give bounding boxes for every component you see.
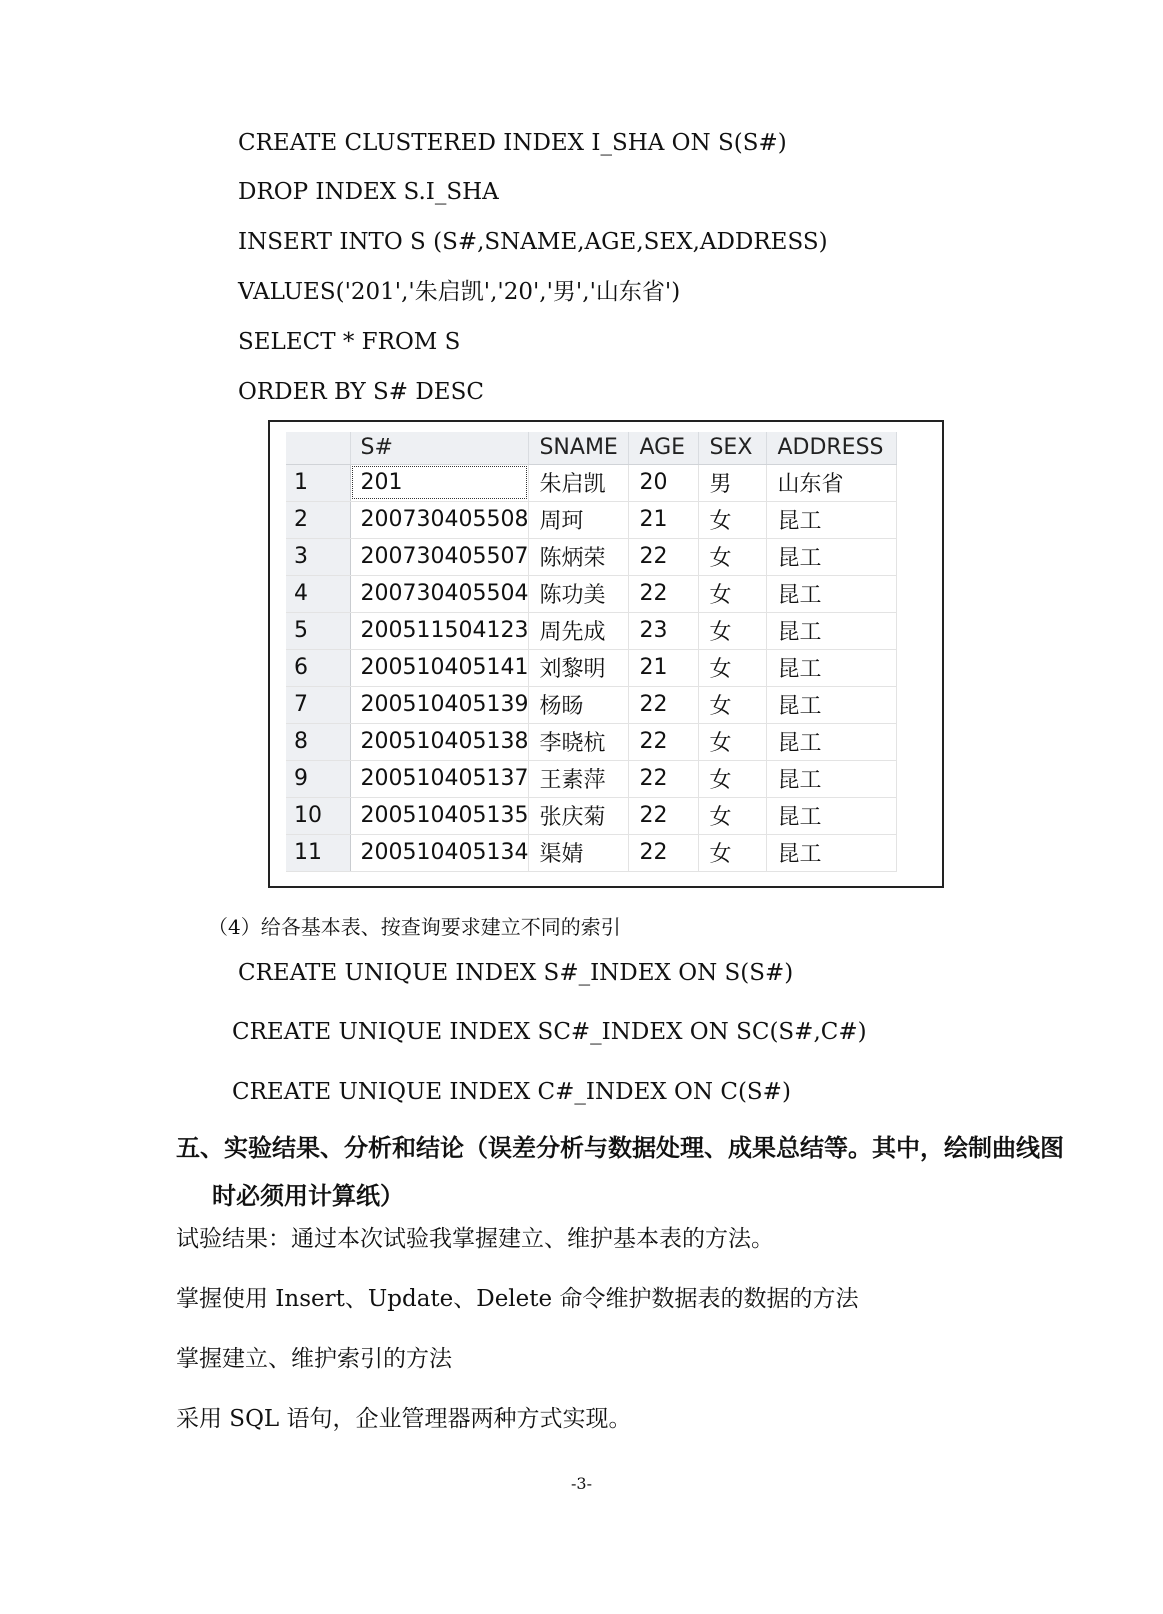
code-line: INSERT INTO S (S#,SNAME,AGE,SEX,ADDRESS): [238, 229, 828, 255]
grid-cell[interactable]: 陈功美: [529, 575, 629, 612]
grid-cell[interactable]: 200730405507: [350, 538, 529, 575]
grid-cell[interactable]: 男: [699, 464, 767, 501]
grid-cell[interactable]: 女: [699, 686, 767, 723]
grid-cell[interactable]: 200510405137: [350, 760, 529, 797]
section-heading: [176, 1124, 1116, 1220]
grid-cell[interactable]: 200510405139: [350, 686, 529, 723]
grid-cell[interactable]: 200730405508: [350, 501, 529, 538]
grid-cell[interactable]: 杨旸: [529, 686, 629, 723]
result-grid-screenshot: [268, 420, 944, 888]
table-row[interactable]: [286, 464, 897, 501]
grid-cell[interactable]: 昆工: [767, 797, 897, 834]
grid-cell[interactable]: 女: [699, 797, 767, 834]
row-number[interactable]: 9: [286, 760, 350, 797]
table-row[interactable]: [286, 612, 897, 649]
grid-cell[interactable]: 200510405138: [350, 723, 529, 760]
conclusion-line: 掌握建立、维护索引的方法: [176, 1346, 452, 1372]
grid-cell[interactable]: 陈炳荣: [529, 538, 629, 575]
grid-cell[interactable]: 昆工: [767, 686, 897, 723]
column-header[interactable]: SEX: [699, 432, 767, 464]
column-header[interactable]: S#: [350, 432, 529, 464]
table-row[interactable]: [286, 538, 897, 575]
section-heading-line-2: 时必须用计算纸）: [212, 1182, 404, 1210]
grid-cell[interactable]: 昆工: [767, 834, 897, 871]
column-header[interactable]: AGE: [629, 432, 699, 464]
grid-cell[interactable]: 20: [629, 464, 699, 501]
result-grid: [286, 432, 897, 872]
grid-cell[interactable]: 女: [699, 760, 767, 797]
table-row[interactable]: [286, 649, 897, 686]
step-label: （4）给各基本表、按查询要求建立不同的索引: [208, 915, 621, 939]
conclusion-line: 采用 SQL 语句，企业管理器两种方式实现。: [176, 1406, 632, 1432]
grid-cell[interactable]: 22: [629, 834, 699, 871]
grid-cell[interactable]: 王素萍: [529, 760, 629, 797]
grid-cell[interactable]: 200510405134: [350, 834, 529, 871]
column-header[interactable]: SNAME: [529, 432, 629, 464]
grid-cell[interactable]: 22: [629, 686, 699, 723]
grid-cell[interactable]: 200510405141: [350, 649, 529, 686]
grid-cell[interactable]: 201: [350, 464, 529, 501]
grid-cell[interactable]: 女: [699, 612, 767, 649]
grid-cell[interactable]: 女: [699, 575, 767, 612]
row-number[interactable]: 5: [286, 612, 350, 649]
table-row[interactable]: [286, 501, 897, 538]
grid-cell[interactable]: 张庆菊: [529, 797, 629, 834]
grid-cell[interactable]: 23: [629, 612, 699, 649]
grid-cell[interactable]: 渠婧: [529, 834, 629, 871]
grid-cell[interactable]: 22: [629, 760, 699, 797]
section-heading-line-1: 五、实验结果、分析和结论（误差分析与数据处理、成果总结等。其中，绘制曲线图: [176, 1134, 1064, 1162]
grid-cell[interactable]: 周先成: [529, 612, 629, 649]
grid-cell[interactable]: 刘黎明: [529, 649, 629, 686]
row-number[interactable]: 4: [286, 575, 350, 612]
row-number[interactable]: 8: [286, 723, 350, 760]
grid-cell[interactable]: 昆工: [767, 649, 897, 686]
grid-cell[interactable]: 女: [699, 501, 767, 538]
grid-cell[interactable]: 女: [699, 538, 767, 575]
code-line: CREATE UNIQUE INDEX C#_INDEX ON C(S#): [232, 1079, 791, 1105]
code-line: ORDER BY S# DESC: [238, 379, 484, 405]
grid-header-row: [286, 432, 897, 464]
grid-cell[interactable]: 女: [699, 834, 767, 871]
code-line: CREATE CLUSTERED INDEX I_SHA ON S(S#): [238, 130, 787, 156]
table-row[interactable]: [286, 575, 897, 612]
grid-cell[interactable]: 朱启凯: [529, 464, 629, 501]
row-number[interactable]: 10: [286, 797, 350, 834]
grid-cell[interactable]: 200511504123: [350, 612, 529, 649]
row-number[interactable]: 1: [286, 464, 350, 501]
table-row[interactable]: [286, 686, 897, 723]
table-row[interactable]: [286, 797, 897, 834]
grid-cell[interactable]: 21: [629, 649, 699, 686]
row-number[interactable]: 6: [286, 649, 350, 686]
page-number: -3-: [571, 1474, 592, 1493]
conclusion-line: 掌握使用 Insert、Update、Delete 命令维护数据表的数据的方法: [176, 1286, 859, 1312]
grid-cell[interactable]: 22: [629, 797, 699, 834]
code-line: CREATE UNIQUE INDEX S#_INDEX ON S(S#): [238, 960, 794, 986]
grid-cell[interactable]: 昆工: [767, 612, 897, 649]
conclusion-line: 试验结果：通过本次试验我掌握建立、维护基本表的方法。: [176, 1226, 774, 1252]
code-line: CREATE UNIQUE INDEX SC#_INDEX ON SC(S#,C#): [232, 1019, 867, 1045]
grid-cell[interactable]: 李晓杭: [529, 723, 629, 760]
grid-cell[interactable]: 22: [629, 723, 699, 760]
grid-cell[interactable]: 昆工: [767, 538, 897, 575]
code-line: SELECT * FROM S: [238, 329, 461, 355]
grid-cell[interactable]: 女: [699, 723, 767, 760]
grid-cell[interactable]: 昆工: [767, 723, 897, 760]
grid-cell[interactable]: 昆工: [767, 760, 897, 797]
row-number[interactable]: 7: [286, 686, 350, 723]
grid-cell[interactable]: 女: [699, 649, 767, 686]
row-number[interactable]: 11: [286, 834, 350, 871]
grid-corner: [286, 432, 350, 464]
grid-cell[interactable]: 22: [629, 538, 699, 575]
grid-cell[interactable]: 21: [629, 501, 699, 538]
table-row[interactable]: [286, 723, 897, 760]
grid-cell[interactable]: 周珂: [529, 501, 629, 538]
code-line: VALUES('201','朱启凯','20','男','山东省'): [238, 279, 681, 305]
row-number[interactable]: 2: [286, 501, 350, 538]
grid-cell[interactable]: 200730405504: [350, 575, 529, 612]
grid-cell[interactable]: 昆工: [767, 575, 897, 612]
code-line: DROP INDEX S.I_SHA: [238, 179, 499, 205]
column-header[interactable]: ADDRESS: [767, 432, 897, 464]
grid-cell[interactable]: 22: [629, 575, 699, 612]
table-row[interactable]: [286, 834, 897, 871]
row-number[interactable]: 3: [286, 538, 350, 575]
grid-cell[interactable]: 昆工: [767, 501, 897, 538]
grid-cell[interactable]: 山东省: [767, 464, 897, 501]
table-row[interactable]: [286, 760, 897, 797]
grid-cell[interactable]: 200510405135: [350, 797, 529, 834]
